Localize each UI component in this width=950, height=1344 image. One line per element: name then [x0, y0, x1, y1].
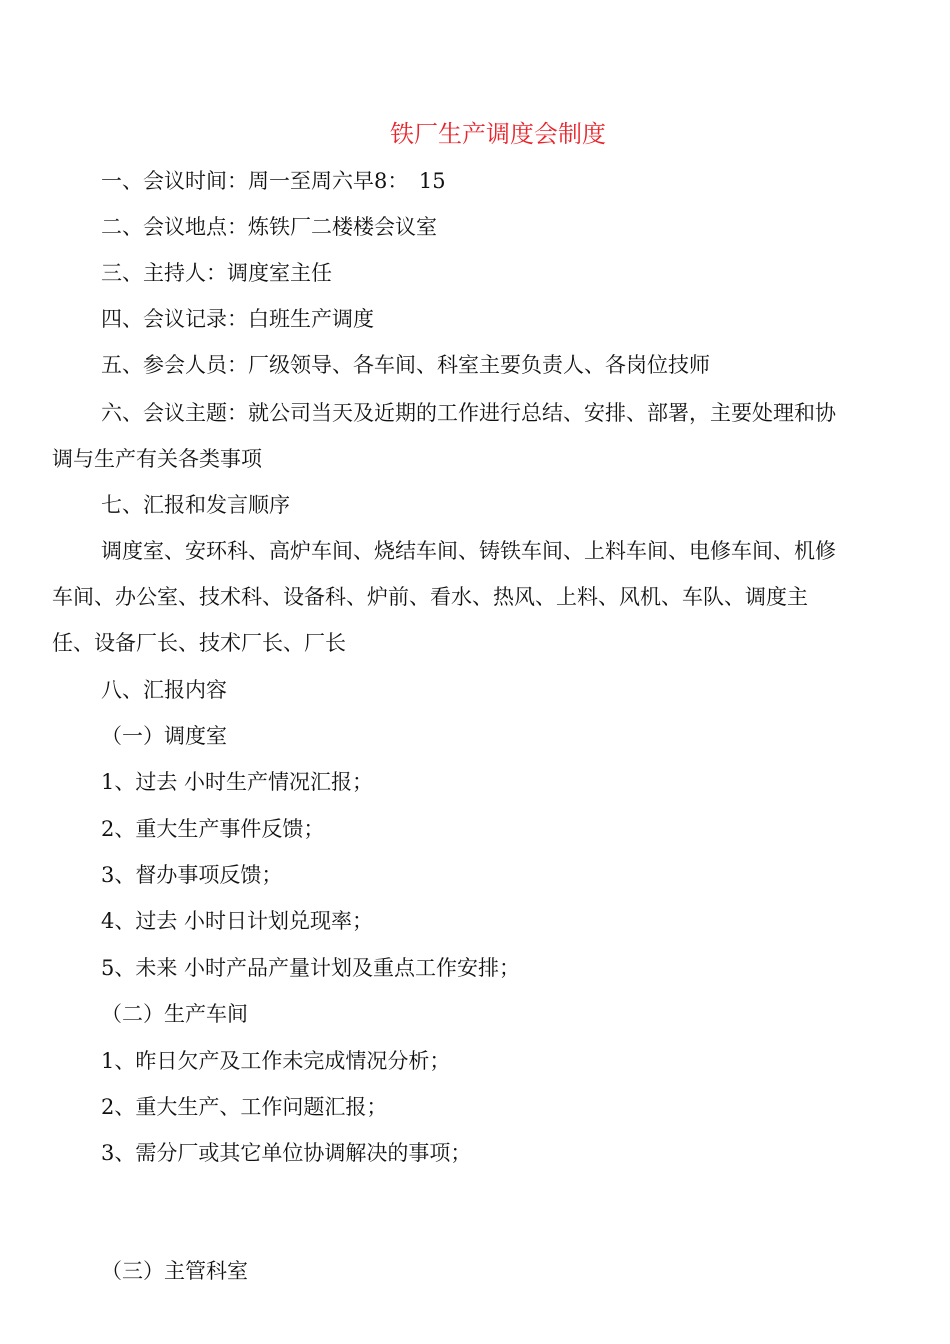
recorder-line: 四、会议记录：白班生产调度 — [101, 307, 374, 331]
list-item: 2、重大生产事件反馈； — [101, 817, 325, 841]
host-line: 三、主持人：调度室主任 — [101, 261, 332, 285]
list-item: 1、昨日欠产及工作未完成情况分析； — [101, 1049, 451, 1073]
section-workshop-heading: （二）生产车间 — [101, 1002, 248, 1026]
order-heading: 七、汇报和发言顺序 — [101, 493, 290, 517]
list-item: 5、未来 小时产品产量计划及重点工作安排； — [101, 956, 521, 980]
list-item: 1、过去 小时生产情况汇报； — [101, 770, 374, 794]
attendees-line: 五、参会人员：厂级领导、各车间、科室主要负责人、各岗位技师 — [101, 353, 710, 377]
list-item: 3、需分厂或其它单位协调解决的事项； — [101, 1141, 472, 1165]
list-item: 2、重大生产、工作问题汇报； — [101, 1095, 388, 1119]
topic-line-1: 六、会议主题：就公司当天及近期的工作进行总结、安排、部署，主要处理和协 — [101, 401, 836, 425]
order-line-2: 车间、办公室、技术科、设备科、炉前、看水、热风、上料、风机、车队、调度主 — [52, 585, 808, 609]
list-item: 3、督办事项反馈； — [101, 863, 283, 887]
topic-line-2: 调与生产有关各类事项 — [52, 447, 262, 471]
order-line-1: 调度室、安环科、高炉车间、烧结车间、铸铁车间、上料车间、电修车间、机修 — [101, 539, 836, 563]
meeting-location-line: 二、会议地点：炼铁厂二楼楼会议室 — [101, 215, 437, 239]
document-title: 铁厂生产调度会制度 — [390, 120, 606, 148]
meeting-time-line: 一、会议时间：周一至周六早8： 15 — [101, 169, 446, 193]
list-item: 4、过去 小时日计划兑现率； — [101, 909, 374, 933]
order-line-3: 任、设备厂长、技术厂长、厂长 — [52, 631, 346, 655]
section-dispatch-heading: （一）调度室 — [101, 724, 227, 748]
section-department-heading: （三）主管科室 — [101, 1259, 248, 1283]
report-content-heading: 八、汇报内容 — [101, 678, 227, 702]
